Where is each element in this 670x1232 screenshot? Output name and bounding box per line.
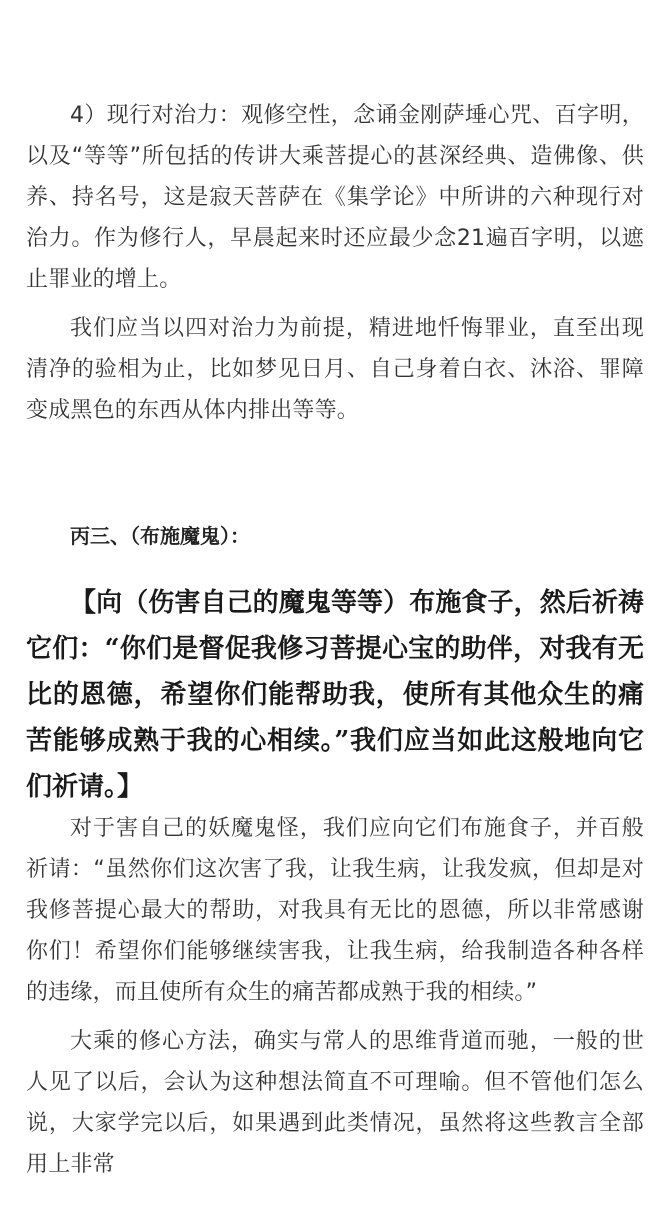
- paragraph-four-remedies-active: 4）现行对治力：观修空性，念诵金刚萨埵心咒、百字明，以及“等等”所包括的传讲大乘菩提心的甚深经典、造佛像、供养、持名号，这是寂天菩萨在《集学论》中所讲的六种现行对治力。作为修行人，早晨起来时还应最少念21遍百字明，以遮止罪业的增上。: [26, 103, 644, 292]
- paragraph-offering-to-demons: 对于害自己的妖魔鬼怪，我们应向它们布施食子，并百般祈请：“虽然你们这次害了我，让我生病，让我发疯，但却是对我修菩提心最大的帮助，对我具有无比的恩德，所以非常感谢你们！希望你们能够继续害我，让我生病，给我制造各种各样的违缘，而且使所有众生的痛苦都成熟于我的相续。”: [26, 816, 644, 1005]
- root-text-quote: 【向（伤害自己的魔鬼等等）布施食子，然后祈祷它们：“你们是督促我修习菩提心宝的助伴，对我有无比的恩德，希望你们能帮助我，使所有其他众生的痛苦能够成熟于我的心相续。”我们应当如此这般地向它们祈请。】: [26, 588, 644, 802]
- paragraph-mahayana-mind-training: 大乘的修心方法，确实与常人的思维背道而驰，一般的世人见了以后，会认为这种想法简直不可理喻。但不管他们怎么说，大家学完以后，如果遇到此类情况，虽然将这些教言全部用上非常: [26, 1029, 644, 1177]
- section-heading: 丙三、（布施魔鬼）：: [70, 524, 250, 548]
- paragraph-confession-signs: 我们应当以四对治力为前提，精进地忏悔罪业，直至出现清净的验相为止，比如梦见日月、自己身着白衣、沐浴、罪障变成黑色的东西从体内排出等等。: [26, 316, 644, 423]
